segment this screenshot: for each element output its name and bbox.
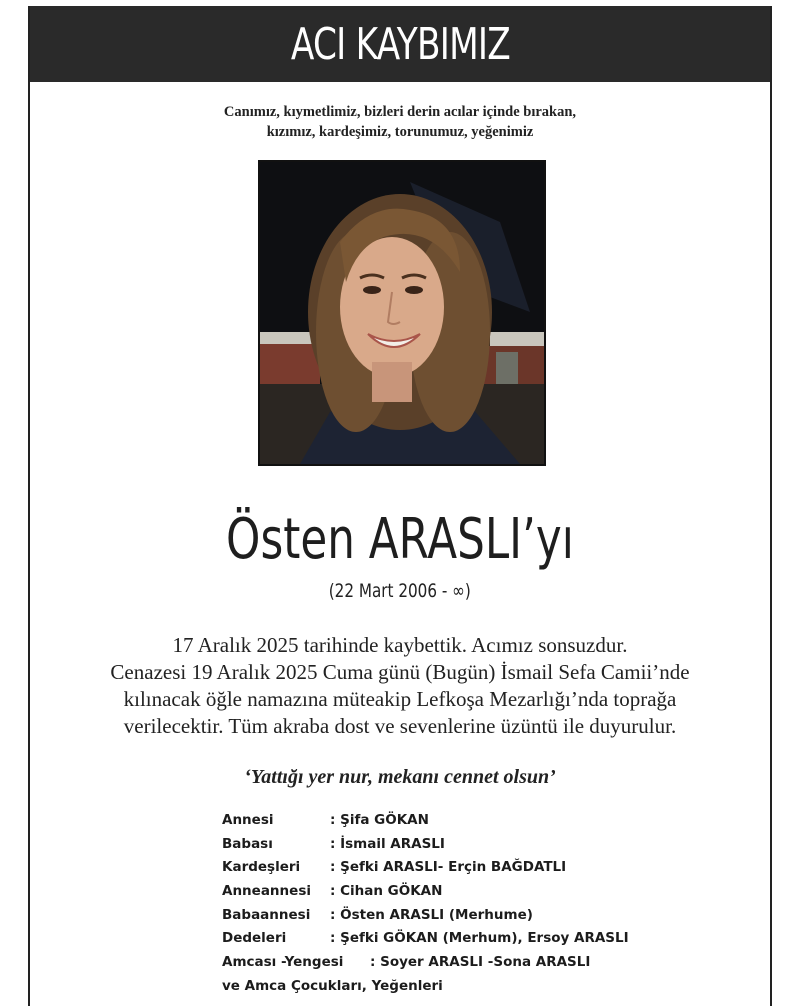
family-row <box>222 954 742 978</box>
life-dates-text: (22 Mart 2006 - ∞) <box>329 580 471 602</box>
family-relation: Kardeşleri <box>222 859 301 876</box>
portrait-illustration <box>260 162 544 464</box>
header-banner <box>30 6 770 82</box>
announcement-line-4: verilecektir. Tüm akraba dost ve sevenlerine üzüntü ile duyurulur. <box>123 714 677 738</box>
announcement-line-2: Cenazesi 19 Aralık 2025 Cuma günü (Bugün) İsmail Sefa Camii’nde <box>110 660 690 684</box>
family-row <box>222 907 742 931</box>
family-names: : İsmail ARASLI <box>330 835 445 852</box>
family-row <box>222 930 742 954</box>
family-row <box>222 812 742 836</box>
deceased-name-text: Östen ARASLI’yı <box>226 507 574 572</box>
intro-line-1: Canımız, kıymetlimiz, bizleri derin acılar içinde bırakan, <box>223 104 577 120</box>
family-relation: Dedeleri <box>222 930 287 947</box>
family-relation: Annesi <box>222 812 274 828</box>
intro-line-2: kızımız, kardeşimiz, torunumuz, yeğenimiz <box>266 124 534 140</box>
family-relation: Babaannesi <box>222 906 311 923</box>
family-row <box>222 883 742 907</box>
family-footer: ve Amca Çocukları, Yeğenleri <box>222 977 443 994</box>
family-relation: Anneannesi <box>222 883 311 900</box>
family-relation: Babası <box>222 835 273 852</box>
header-title: ACI KAYBIMIZ <box>290 18 510 70</box>
announcement-line-1: 17 Aralık 2025 tarihinde kaybettik. Acımız sonsuzdur. <box>172 633 628 657</box>
announcement-line-3: kılınacak öğle namazına müteakip Lefkoşa Mezarlığı’nda toprağa <box>123 687 677 711</box>
life-dates <box>30 580 770 602</box>
family-names: : Şefki ARASLI- Erçin BAĞDATLI <box>330 859 567 876</box>
family-names: : Şefki GÖKAN (Merhum), Ersoy ARASLI <box>330 930 629 947</box>
announcement-text <box>30 632 770 740</box>
family-names: : Şifa GÖKAN <box>330 812 429 828</box>
deceased-name <box>30 506 770 574</box>
family-row <box>222 836 742 860</box>
prayer-line: ‘Yattığı yer nur, mekanı cennet olsun’ <box>244 766 556 788</box>
family-row <box>222 859 742 883</box>
family-names: : Östen ARASLI (Merhume) <box>330 906 533 923</box>
obituary-sheet <box>28 6 772 1006</box>
portrait-photo <box>258 160 546 466</box>
family-names: : Cihan GÖKAN <box>330 883 443 900</box>
family-relation: Amcası -Yengesi <box>222 954 344 971</box>
intro-text <box>30 102 770 142</box>
family-list <box>222 812 742 1002</box>
family-names: : Soyer ARASLI -Sona ARASLI <box>370 954 591 971</box>
